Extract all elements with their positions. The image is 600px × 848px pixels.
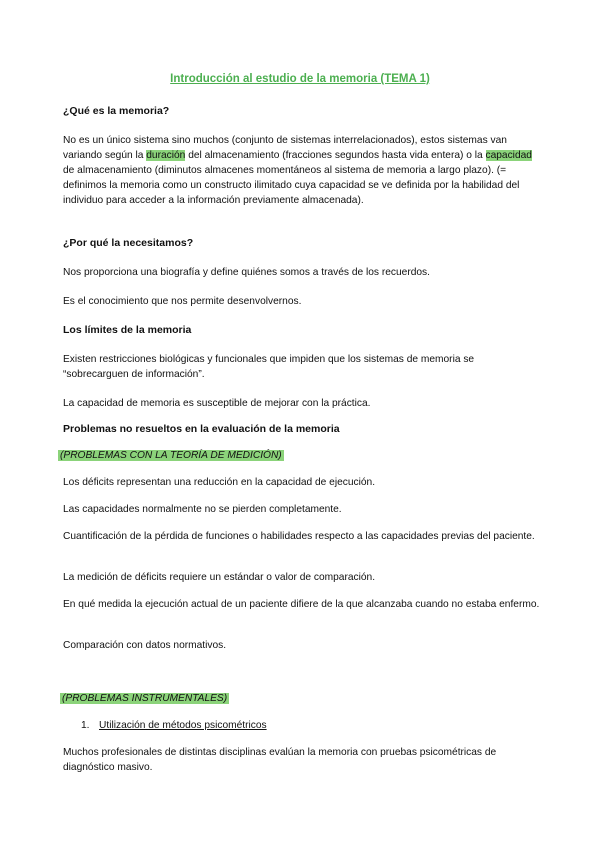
heading-problemas: Problemas no resueltos en la evaluación de la memoria <box>63 423 340 435</box>
heading-por-que: ¿Por qué la necesitamos? <box>63 237 194 249</box>
tag-teoria-medicion: (PROBLEMAS CON LA TEORÍA DE MEDICIÓN) <box>60 450 282 461</box>
heading-limites: Los límites de la memoria <box>63 324 192 336</box>
paragraph-ejecucion: En qué medida la ejecución actual de un paciente difiere de la que alcanzaba cuando no estaba enfermo. <box>63 599 540 610</box>
tag-instrumentales: (PROBLEMAS INSTRUMENTALES) <box>62 693 228 704</box>
paragraph-definition: No es un único sistema sino muchos (conjunto de sistemas interrelacionados), estos sistemas van variando según la duración del almacenamiento (fracciones segundos hasta vida entera) o la capacidad de almacenamiento (diminutos almacenes momentáneos al sistema de memoria a largo plazo). (= definimos la memoria como un constructo ilimitado cuya capacidad se ve definida por la habilidad del individuo para acceder a la información previamente almacenada). <box>63 135 532 206</box>
highlight-duracion: duración <box>146 150 186 161</box>
paragraph-medicion: La medición de déficits requiere un estándar o valor de comparación. <box>63 572 376 583</box>
paragraph-profesionales: Muchos profesionales de distintas disciplinas evalúan la memoria con pruebas psicométricas de diagnóstico masivo. <box>63 747 497 773</box>
list-number: 1. <box>81 720 90 731</box>
heading-que-es: ¿Qué es la memoria? <box>63 105 170 117</box>
paragraph-restricciones: Existen restricciones biológicas y funcionales que impiden que los sistemas de memoria se “sobrecarguen de información”. <box>63 354 475 380</box>
paragraph-deficits: Los déficits representan una reducción en la capacidad de ejecución. <box>63 477 376 488</box>
paragraph-cuantificacion: Cuantificación de la pérdida de funciones o habilidades respecto a las capacidades previas del paciente. <box>63 531 535 542</box>
paragraph-capacidad-practica: La capacidad de memoria es susceptible de mejorar con la práctica. <box>63 398 371 409</box>
paragraph-conocimiento: Es el conocimiento que nos permite desenvolvernos. <box>63 296 302 307</box>
paragraph-capacidades: Las capacidades normalmente no se pierden completamente. <box>63 504 342 515</box>
paragraph-comparacion: Comparación con datos normativos. <box>63 640 227 651</box>
highlight-capacidad: capacidad <box>485 150 532 161</box>
document-title: Introducción al estudio de la memoria (TEMA 1) <box>170 73 430 85</box>
list-item-label: Utilización de métodos psicométricos <box>99 720 267 731</box>
paragraph-biografia: Nos proporciona una biografía y define quiénes somos a través de los recuerdos. <box>63 267 430 278</box>
list-item-psicometricos <box>63 718 541 733</box>
